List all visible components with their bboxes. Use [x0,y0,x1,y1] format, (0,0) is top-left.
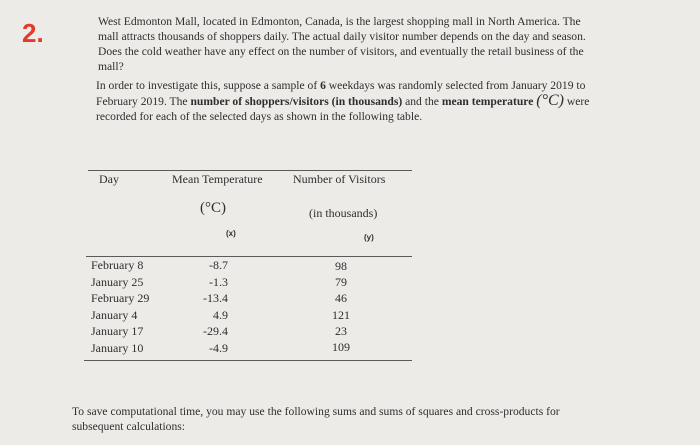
visitors-variable-label: (y) [364,233,374,242]
visitors-unit-label: (in thousands) [309,206,378,220]
row-visitors: 98 [335,259,347,273]
row-day: January 4 [91,307,138,322]
method-paragraph [96,78,606,124]
intro-paragraph: West Edmonton Mall, located in Edmonton, Canada, is the largest shopping mall in North America. The mall attracts thousands of shoppers daily. The actual daily visitor number depends on the day and season. Does the cold weather have any effect on the number of visitors, and eventually the retail business of the mall? [98,15,586,73]
row-visitors: 109 [332,340,350,354]
row-temperature: -8.7 [209,258,228,272]
row-temperature: -13.4 [203,291,228,305]
row-day: January 10 [91,340,144,355]
row-day: February 29 [91,291,150,305]
header-day: Day [99,172,119,186]
method-text-2: weekdays was randomly selected from January 2019 to February 2019. The [96,79,586,108]
row-visitors: 46 [335,291,347,306]
temperature-unit: (°C) [536,92,564,109]
row-temperature: 4.9 [213,307,228,322]
method-text-3: and the [402,95,442,108]
temp-unit-label: (°C) [200,200,226,216]
sample-size: 6 [320,79,326,92]
table-header-rule [86,256,412,257]
closing-paragraph: To save computational time, you may use the following sums and sums of squares and cross-products for subsequent calculations: [72,405,560,433]
row-visitors: 23 [335,323,347,338]
header-temperature: Mean Temperature [172,172,263,186]
header-visitors: Number of Visitors [293,172,386,186]
table-bottom-rule [84,360,412,361]
row-temperature: -1.3 [209,274,228,289]
row-visitors: 79 [335,275,347,290]
question-number: 2. [22,18,44,48]
method-text-1: In order to investigate this, suppose a sample of [96,79,321,92]
row-day: January 25 [91,274,144,289]
row-temperature: -4.9 [209,340,228,355]
bold-visitors: number of shoppers/visitors (in thousands) [190,95,403,108]
row-temperature: -29.4 [203,324,228,338]
table-top-rule [88,170,412,171]
row-day: January 17 [91,324,144,338]
row-day: February 8 [91,258,144,272]
row-visitors: 121 [332,307,350,322]
temp-variable-label: (x) [226,229,236,238]
method-text-4: were recorded for each of the selected days as shown in the following table. [96,95,590,123]
bold-temperature: mean temperature [441,95,534,108]
